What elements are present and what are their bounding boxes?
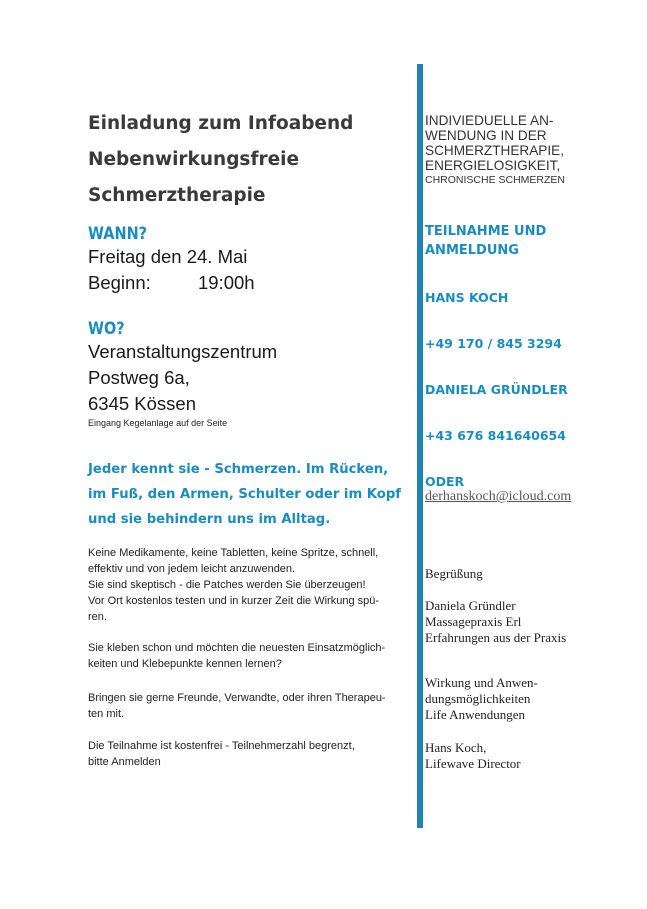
program-line: Lifewave Director xyxy=(425,756,521,771)
contact-1-name: HANS KOCH xyxy=(425,290,509,305)
paragraph-1 xyxy=(88,545,408,625)
program-line: Wirkung und Anwen- xyxy=(425,675,538,690)
title-line-2: Nebenwirkungsfreie xyxy=(88,149,300,170)
paragraph-3 xyxy=(88,690,408,722)
email-link[interactable]: derhanskoch@icloud.com xyxy=(425,489,572,504)
program-item-3 xyxy=(425,675,635,723)
title-line-3: Schmerztherapie xyxy=(88,185,266,206)
or-label: ODER xyxy=(425,474,465,489)
venue-city: 6345 Kössen xyxy=(88,393,197,414)
contact-2-name: DANIELA GRÜNDLER xyxy=(425,382,568,397)
program-item-2 xyxy=(425,598,635,646)
registration-line: TEILNAHME UND xyxy=(425,224,547,239)
begin-label: Beginn: xyxy=(88,272,151,293)
body-line: Sie kleben schon und möchten die neuesten Einsatzmöglich- xyxy=(88,642,386,654)
contact-2-phone: +43 676 841640654 xyxy=(425,428,566,443)
event-date: Freitag den 24. Mai xyxy=(88,246,248,267)
body-line: ten mit. xyxy=(88,708,125,720)
topic-line: ENERGIELOSIGKEIT, xyxy=(425,158,561,173)
paragraph-2 xyxy=(88,640,408,672)
registration-heading xyxy=(425,222,546,260)
body-line: effektiv und von jedem leicht anzuwenden. xyxy=(88,563,296,575)
when-heading: WANN? xyxy=(88,224,148,244)
body-line: Vor Ort kostenlos testen und in kurzer Zeit die Wirkung spü- xyxy=(88,595,380,607)
event-title xyxy=(88,106,353,214)
topic-line: SCHMERZTHERAPIE, xyxy=(425,143,564,158)
body-line: Bringen sie gerne Freunde, Verwandte, oder ihren Therapeu- xyxy=(88,692,386,704)
body-line: Keine Medikamente, keine Tabletten, keine Spritze, schnell, xyxy=(88,547,379,559)
venue-street: Postweg 6a, xyxy=(88,367,190,388)
venue-name: Veranstaltungszentrum xyxy=(88,341,278,362)
body-line: bitte Anmelden xyxy=(88,756,161,768)
program-line: Massagepraxis Erl xyxy=(425,614,522,629)
contact-1-phone: +49 170 / 845 3294 xyxy=(425,336,562,351)
body-line: ren. xyxy=(88,611,107,623)
program-line: dungsmöglichkeiten xyxy=(425,691,531,706)
begin-time: 19:00h xyxy=(198,272,255,293)
topic-line: WENDUNG IN DER xyxy=(425,128,547,143)
body-line: Sie sind skeptisch - die Patches werden Sie überzeugen! xyxy=(88,579,366,591)
topic-line: CHRONISCHE SCHMERZEN xyxy=(425,174,566,186)
title-line-1: Einladung zum Infoabend xyxy=(88,113,354,134)
entrance-note: Eingang Kegelanlage auf der Seite xyxy=(88,418,228,428)
vertical-divider xyxy=(417,64,423,828)
tagline: Jeder kennt sie - Schmerzen. Im Rücken, im Fuß, den Armen, Schulter oder im Kopf und sie behindern uns im Alltag. xyxy=(88,462,401,527)
program-line: Daniela Gründler xyxy=(425,598,516,613)
topic-line: INDIVIEDUELLE AN- xyxy=(425,113,554,128)
program-line: Erfahrungen aus der Praxis xyxy=(425,630,567,645)
topic-block xyxy=(425,113,625,188)
registration-line: ANMELDUNG xyxy=(425,243,519,258)
where-heading: WO? xyxy=(88,319,125,339)
program-item-4 xyxy=(425,740,635,772)
paragraph-4 xyxy=(88,738,408,770)
program-line: Hans Koch, xyxy=(425,740,487,755)
body-line: keiten und Klebepunkte kennen lernen? xyxy=(88,658,282,670)
body-line: Die Teilnahme ist kostenfrei - Teilnehmerzahl begrenzt, xyxy=(88,740,355,752)
program-item-1: Begrüßung xyxy=(425,566,483,581)
program-line: Life Anwendungen xyxy=(425,707,526,722)
